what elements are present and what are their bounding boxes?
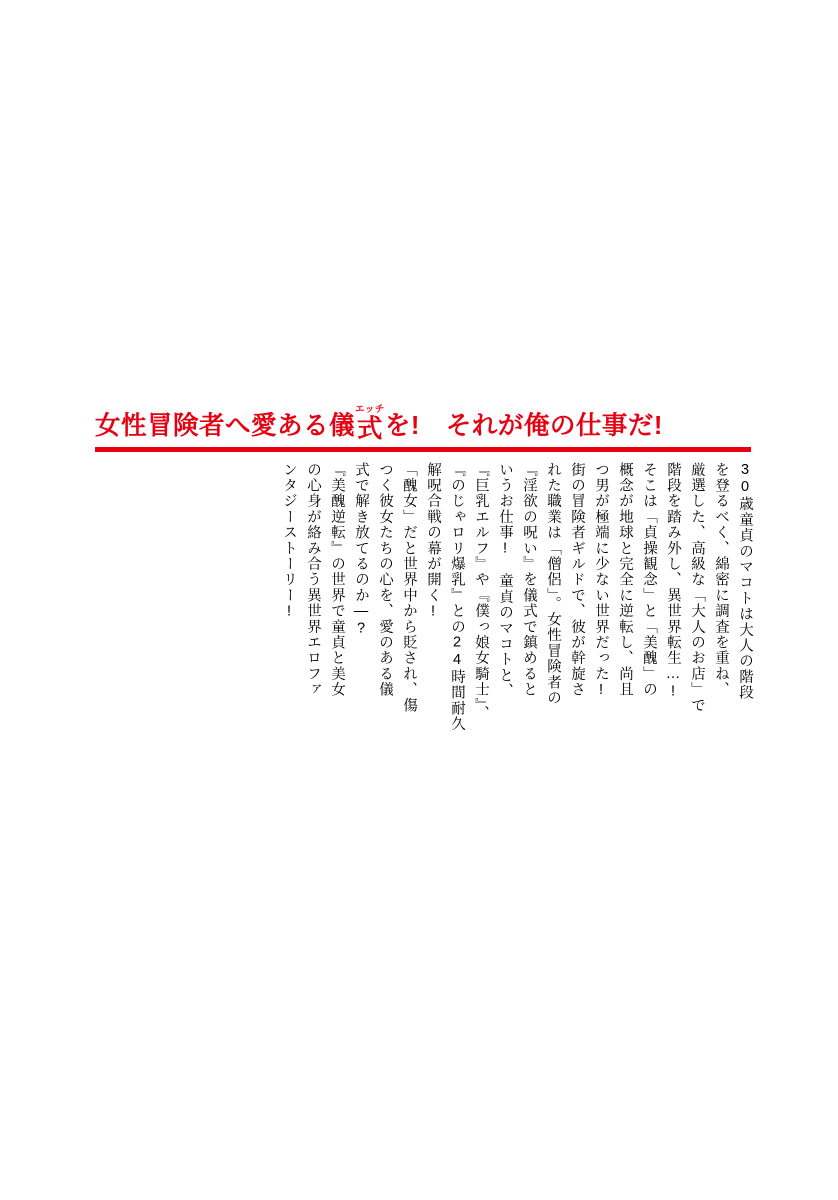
body-column: つ男が極端に少ない世界だった!: [593, 462, 609, 699]
body-column: 「醜女」だと世界中から貶され、傷: [401, 462, 417, 714]
body-column: そこは「貞操観念」と「美醜」の: [641, 462, 657, 698]
headline-ruby-base: 式: [356, 414, 383, 443]
page-title: [95, 405, 750, 442]
body-column: を登るべく、綿密に調査を重ね、: [713, 462, 729, 698]
headline-block: [95, 405, 750, 442]
body-column: つく彼女たちの心を、愛のある儀: [377, 462, 393, 698]
headline-divider: [95, 447, 751, 452]
headline-segment-1: 女性冒険者へ愛ある儀: [95, 412, 356, 441]
body-column: 解呪合戦の幕が開く!: [425, 462, 441, 621]
body-column: ンタジーストーリー!: [281, 462, 297, 621]
headline-segment-2: を!: [384, 412, 420, 441]
body-column: 『淫欲の呪い』を儀式で鎮めると: [521, 462, 537, 698]
body-column: れた職業は「僧侶」。女性冒険者の: [545, 462, 561, 706]
body-text-block: [86, 462, 752, 822]
body-column: 階段を踏み外し、異世界転生…!: [665, 462, 681, 701]
headline-ruby-text: エッチ: [355, 404, 385, 415]
headline-segment-3: それが俺の仕事だ!: [445, 412, 663, 441]
body-column: 30歳童貞のマコトは大人の階段: [737, 462, 753, 701]
body-column: 『美醜逆転』の世界で童貞と美女: [329, 462, 345, 698]
body-column: 『巨乳エルフ』や『僕っ娘女騎士』、: [473, 462, 489, 722]
body-column: 街の冒険者ギルドで、彼が幹旋さ: [569, 462, 585, 698]
body-column: 概念が地球と完全に逆転し、尚且: [617, 462, 633, 698]
body-column: の心身が絡み合う異世界エロファ: [305, 462, 321, 698]
body-column: 式で解き放てるのか―?: [353, 462, 369, 638]
headline-ruby-group: [355, 405, 385, 442]
body-column: 『のじゃロリ爆乳』との24時間耐久: [449, 462, 465, 732]
body-column: いうお仕事! 童貞のマコトと、: [497, 462, 513, 699]
body-column: 厳選した、高級な「大人のお店」で: [689, 462, 705, 714]
